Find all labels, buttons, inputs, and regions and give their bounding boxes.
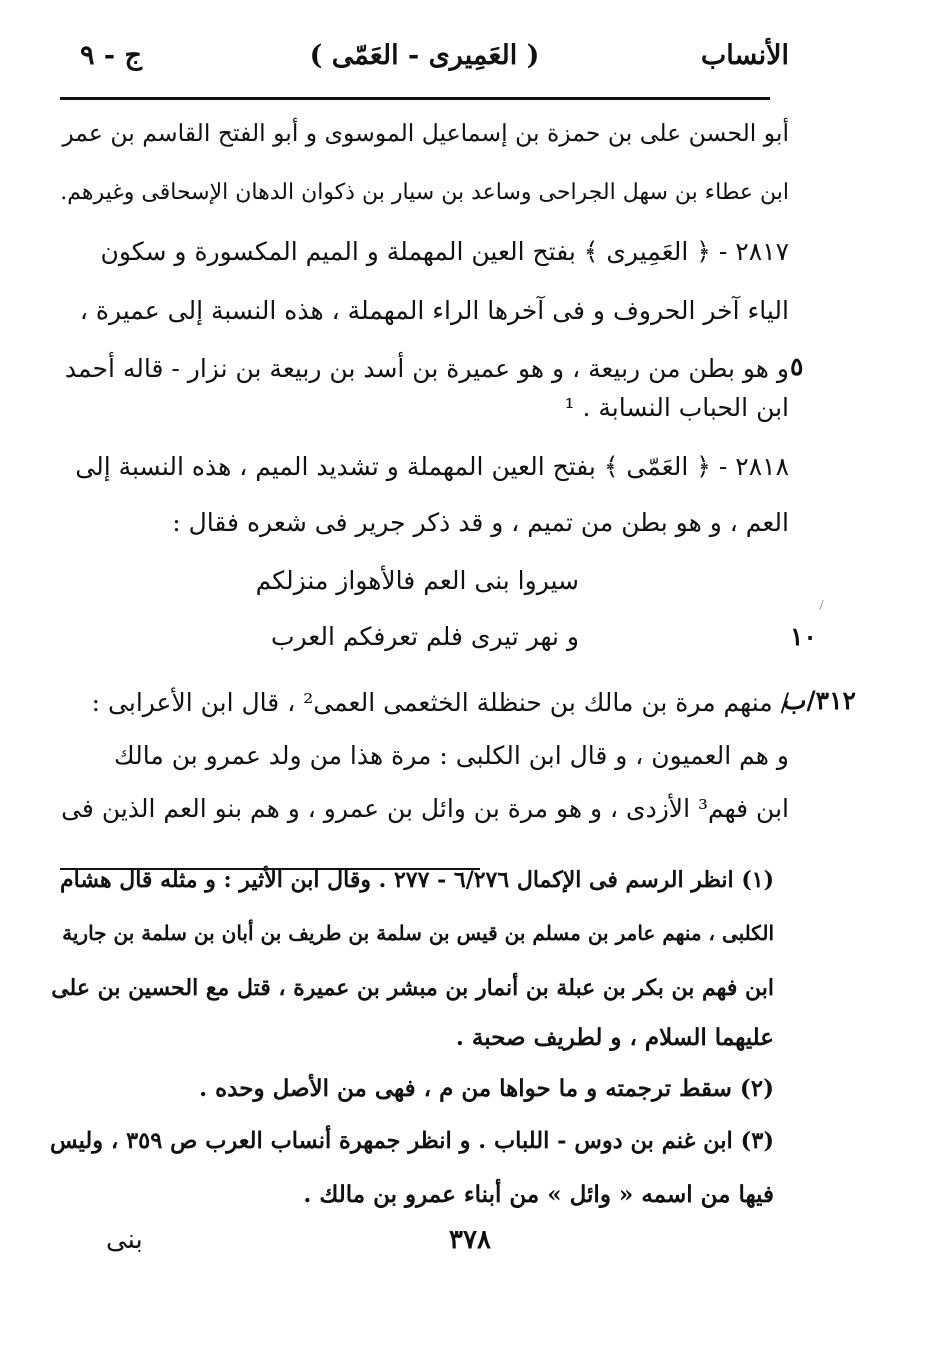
header-entries: ( العَمِيرى - العَمّى )	[309, 40, 540, 71]
text-line: ابن الحباب النسابة . ¹	[564, 393, 789, 422]
footnote-1-line: ابن فهم بن بكر بن عبلة بن أنمار بن مبشر بن عميرة ، قتل مع الحسين بن على	[51, 975, 774, 1001]
text-line: العم ، و هو بطن من تميم ، و قد ذكر جرير فى شعره فقال :	[172, 508, 789, 537]
text-line: أبو الحسن على بن حمزة بن إسماعيل الموسوى و أبو الفتح القاسم بن عمر	[62, 119, 789, 147]
entry-2818-heading: ٢٨١٨ - ﴿ العَمّى ﴾ بفتح العين المهملة و تشديد الميم ، هذه النسبة إلى	[75, 452, 789, 481]
paper-speck	[819, 600, 823, 610]
text-line: و هم العميون ، و قال ابن الكلبى : مرة هذا من ولد عمرو بن مالك	[114, 741, 789, 770]
text-line: الياء آخر الحروف و فى آخرها الراء المهملة ، هذه النسبة إلى عميرة ،	[79, 296, 789, 325]
footnote-2: (٢) سقط ترجمته و ما حواها من م ، فهى من الأصل وحده .	[199, 1075, 774, 1102]
footnote-1-line: الكلبى ، منهم عامر بن مسلم بن قيس بن سلمة بن طريف بن أبان بن سلمة بن جارية	[62, 921, 774, 945]
folio-marker: ٣١٢/ب	[783, 686, 856, 715]
header-book-title: الأنساب	[700, 40, 789, 71]
catchword: بنى	[106, 1225, 143, 1255]
line-number-5: ٥	[790, 352, 804, 381]
line-number-10: ١٠	[790, 622, 817, 651]
footnote-3-line: (٣) ابن غنم بن دوس - اللباب . و انظر جمهرة أنساب العرب ص ٣٥٩ ، وليس	[49, 1128, 774, 1154]
header-rule	[60, 97, 770, 100]
running-header	[60, 40, 789, 90]
verse-line-2: و نهر تيرى فلم تعرفكم العرب	[271, 622, 579, 651]
header-volume: ج - ٩	[80, 40, 142, 71]
text-line: و هو بطن من ربيعة ، و هو عميرة بن أسد بن ربيعة بن نزار - قاله أحمد	[64, 354, 789, 383]
entry-2817-heading: ٢٨١٧ - ﴿ العَمِيرى ﴾ بفتح العين المهملة و الميم المكسورة و سكون	[100, 237, 789, 266]
footnote-1-line: عليهما السلام ، و لطريف صحبة .	[455, 1024, 774, 1051]
text-line: ابن فهم³ الأزدى ، و هو مرة بن وائل بن عمرو ، و هم بنو العم الذين فى	[61, 794, 789, 823]
verse-line-1: سيروا بنى العم فالأهواز منزلكم	[255, 566, 579, 595]
page-number: ٣٧٨	[449, 1225, 491, 1255]
text-line: ابن عطاء بن سهل الجراحى وساعد بن سيار بن ذكوان الدهان الإسحاقى وغيرهم.	[60, 180, 789, 205]
footnote-1-line: (١) انظر الرسم فى الإكمال ٦/٢٧٦ - ٢٧٧ . وقال ابن الأثير : و مثله قال هشام	[60, 867, 774, 893]
footnote-3-line: فيها من اسمه « وائل » من أبناء عمرو بن مالك .	[303, 1181, 774, 1208]
text-line: / منهم مرة بن مالك بن حنظلة الخثعمى العمى² ، قال ابن الأعرابى :	[91, 688, 789, 717]
